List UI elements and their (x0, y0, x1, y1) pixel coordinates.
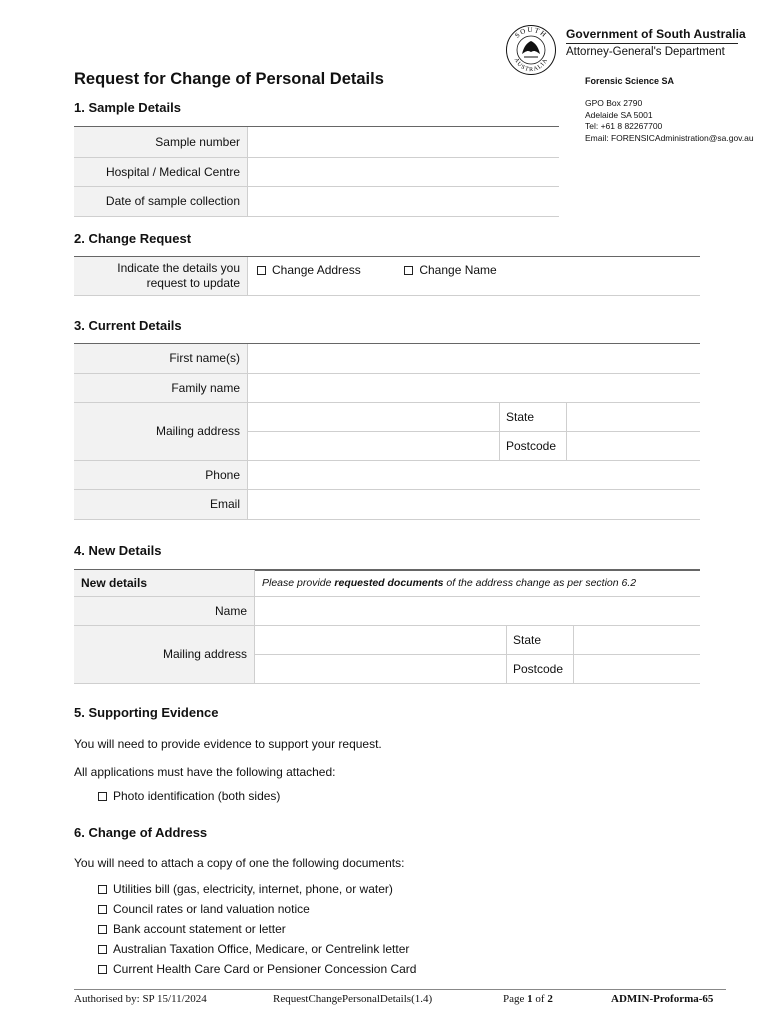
section-heading-change-request: 2. Change Request (74, 231, 192, 246)
note-text: of the address change as per section 6.2 (443, 576, 637, 589)
document-label: Australian Taxation Office, Medicare, or Centrelink letter (113, 942, 410, 956)
change-request-table (74, 257, 700, 296)
note-emphasis: requested documents (334, 576, 444, 589)
checkbox-icon[interactable] (98, 885, 107, 894)
family-name-field[interactable] (248, 373, 701, 402)
footer-page-number (503, 993, 553, 1005)
new-details-header: New details (74, 570, 255, 596)
first-name-label: First name(s) (74, 344, 248, 373)
checkbox-icon[interactable] (98, 925, 107, 934)
document-checkbox-item[interactable] (98, 882, 393, 896)
note-text: Please provide (262, 576, 335, 589)
first-name-field[interactable] (248, 344, 701, 373)
hospital-field[interactable] (248, 157, 560, 186)
section-heading-sample-details: 1. Sample Details (74, 100, 181, 115)
mailing-address-line-2[interactable] (248, 431, 500, 460)
document-checkbox-item[interactable] (98, 962, 416, 976)
organisation-address (585, 98, 754, 144)
sample-number-field[interactable] (248, 127, 560, 157)
family-name-label: Family name (74, 373, 248, 402)
change-address-option[interactable] (257, 263, 401, 277)
new-mailing-address-line-1[interactable] (255, 625, 507, 654)
header-divider (566, 43, 738, 44)
photo-id-label: Photo identification (both sides) (113, 789, 281, 803)
sample-number-label: Sample number (74, 127, 248, 157)
document-checkbox-item[interactable] (98, 942, 409, 956)
page-of: of (532, 993, 548, 1005)
new-postcode-label: Postcode (507, 654, 574, 683)
hospital-label: Hospital / Medical Centre (74, 157, 248, 186)
page-total: 2 (547, 993, 553, 1005)
checkbox-icon[interactable] (98, 965, 107, 974)
address-line: Email: FORENSICAdministration@sa.gov.au (585, 132, 754, 143)
page-title: Request for Change of Personal Details (74, 70, 384, 88)
section-heading-new-details: 4. New Details (74, 543, 162, 558)
evidence-requirement-text: All applications must have the following attached: (74, 765, 336, 779)
checkbox-icon[interactable] (98, 792, 107, 801)
current-details-table (74, 344, 700, 520)
new-state-label: State (507, 625, 574, 654)
email-field[interactable] (248, 489, 701, 519)
government-name: Government of South Australia (566, 27, 746, 41)
document-label: Bank account statement or letter (113, 922, 286, 936)
organisation-name: Forensic Science SA (585, 76, 675, 86)
checkbox-icon[interactable] (98, 905, 107, 914)
change-name-option[interactable] (404, 263, 496, 277)
collection-date-label: Date of sample collection (74, 186, 248, 216)
new-mailing-address-line-2[interactable] (255, 654, 507, 683)
postcode-field[interactable] (567, 431, 701, 460)
phone-field[interactable] (248, 460, 701, 489)
footer-divider (74, 989, 726, 990)
section-heading-supporting-evidence: 5. Supporting Evidence (74, 705, 219, 720)
change-request-label: Indicate the details you request to update (74, 257, 248, 295)
page-word: Page (503, 993, 528, 1005)
svg-text:SOUTH: SOUTH (513, 25, 549, 40)
sa-government-seal (505, 24, 557, 76)
sample-details-table (74, 127, 559, 217)
document-label: Utilities bill (gas, electricity, internet, phone, or water) (113, 882, 393, 896)
new-name-label: Name (74, 596, 255, 625)
checkbox-icon[interactable] (404, 266, 413, 275)
postcode-label: Postcode (500, 431, 567, 460)
address-line: GPO Box 2790 (585, 98, 643, 108)
state-label: State (500, 402, 567, 431)
document-checkbox-item[interactable] (98, 902, 310, 916)
new-mailing-address-label: Mailing address (74, 625, 255, 683)
document-label: Current Health Care Card or Pensioner Concession Card (113, 962, 417, 976)
change-name-label: Change Name (419, 263, 497, 277)
address-line: Tel: +61 8 82267700 (585, 121, 663, 131)
mailing-address-line-1[interactable] (248, 402, 500, 431)
photo-id-checkbox-item[interactable] (98, 789, 280, 803)
collection-date-field[interactable] (248, 186, 560, 216)
svg-text:AUSTRALIA: AUSTRALIA (512, 57, 550, 74)
new-details-note (255, 570, 701, 596)
section-heading-current-details: 3. Current Details (74, 318, 182, 333)
checkbox-icon[interactable] (98, 945, 107, 954)
mailing-address-label: Mailing address (74, 402, 248, 460)
section-heading-change-of-address: 6. Change of Address (74, 825, 208, 840)
new-state-field[interactable] (574, 625, 701, 654)
department-name: Attorney-General's Department (566, 46, 725, 58)
address-docs-paragraph: You will need to attach a copy of one the following documents: (74, 856, 405, 870)
change-address-label: Change Address (272, 263, 361, 277)
address-line: Adelaide SA 5001 (585, 109, 653, 120)
document-checkbox-item[interactable] (98, 922, 286, 936)
footer-filename: RequestChangePersonalDetails(1.4) (273, 993, 433, 1005)
new-postcode-field[interactable] (574, 654, 701, 683)
state-field[interactable] (567, 402, 701, 431)
email-label: Email (74, 489, 248, 519)
document-label: Council rates or land valuation notice (113, 902, 310, 916)
phone-label: Phone (74, 460, 248, 489)
checkbox-icon[interactable] (257, 266, 266, 275)
footer-form-id: ADMIN-Proforma-65 (611, 993, 714, 1005)
page-current: 1 (527, 993, 533, 1005)
evidence-paragraph: You will need to provide evidence to support your request. (74, 737, 382, 751)
new-details-table (74, 570, 700, 684)
new-name-field[interactable] (255, 596, 701, 625)
footer-authorised: Authorised by: SP 15/11/2024 (74, 993, 207, 1005)
